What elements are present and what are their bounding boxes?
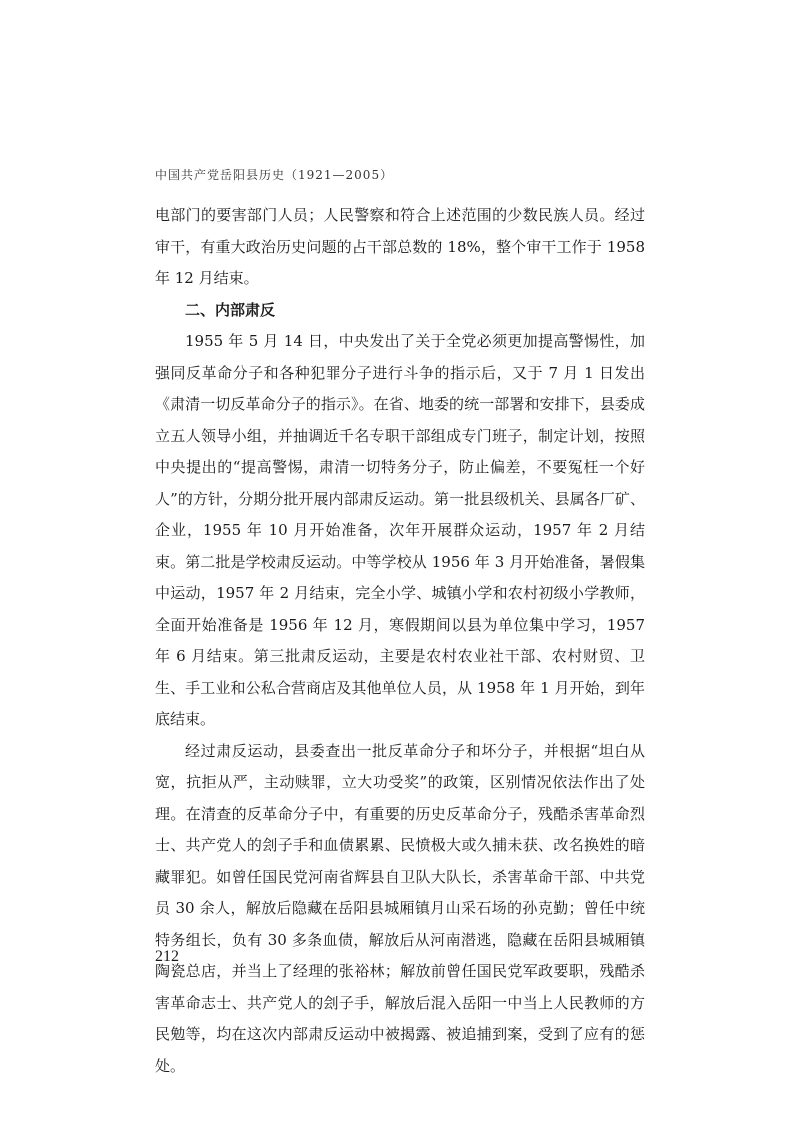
page-number: 212 xyxy=(155,948,179,965)
running-header: 中国共产党岳阳县历史（1921—2005） xyxy=(155,168,394,182)
section-heading: 二、内部肃反 xyxy=(185,300,276,319)
continued-paragraph: 电部门的要害部门人员；人民警察和符合上述范围的少数民族人员。经过审干，有重大政治历史问题的占干部总数的 18%，整个审干工作于 1958 年 12 月结束。 xyxy=(155,206,645,287)
paragraph-2: 经过肃反运动，县委查出一批反革命分子和坏分子，并根据“坦白从宽，抗拒从严，主动赎罪，立大功受奖”的政策，区别情况依法作出了处理。在清查的反革命分子中，有重要的历史反革命分子，残酷杀害革命烈士、共产党人的刽子手和血债累累、民愤极大或久捕未获、改名换姓的暗藏罪犯。如曾任国民党河南省辉县自卫队大队长，杀害革命干部、中共党员 30 余人，解放后隐藏在岳阳县城厢镇月山采石场的孙克勤；曾任中统特务组长，负有 30 多条血债，解放后从河南潜逃，隐藏在岳阳县城厢镇陶瓷总店，并当上了经理的张裕林；解放前曾任国民党军政要职，残酷杀害革命志士、共产党人的刽子手，解放后混入岳阳一中当上人民教师的方民勉等，均在这次内部肃反运动中被揭露、被追捕到案，受到了应有的惩处。 xyxy=(155,741,645,1075)
body-text xyxy=(155,200,645,1082)
paragraph-1: 1955 年 5 月 14 日，中央发出了关于全党必须更加提高警惕性，加强同反革命分子和各种犯罪分子进行斗争的指示后，又于 7 月 1 日发出《肃清一切反革命分子的指示》。在省、地委的统一部署和安排下，县委成立五人领导小组，并抽调近千名专职干部组成专门班子，制定计划，按照中央提出的“提高警惕，肃清一切特务分子，防止偏差，不要冤枉一个好人”的方针，分期分批开展内部肃反运动。第一批县级机关、县属各厂矿、企业，1955 年 10 月开始准备，次年开展群众运动，1957 年 2 月结束。第二批是学校肃反运动。中等学校从 1956 年 3 月开始准备，暑假集中运动，1957 年 2 月结束，完全小学、城镇小学和农村初级小学教师，全面开始准备是 1956 年 12 月，寒假期间以县为单位集中学习，1957 年 6 月结束。第三批肃反运动，主要是农村农业社干部、农村财贸、卫生、手工业和公私合营商店及其他单位人员，从 1958 年 1 月开始，到年底结束。 xyxy=(155,332,645,728)
